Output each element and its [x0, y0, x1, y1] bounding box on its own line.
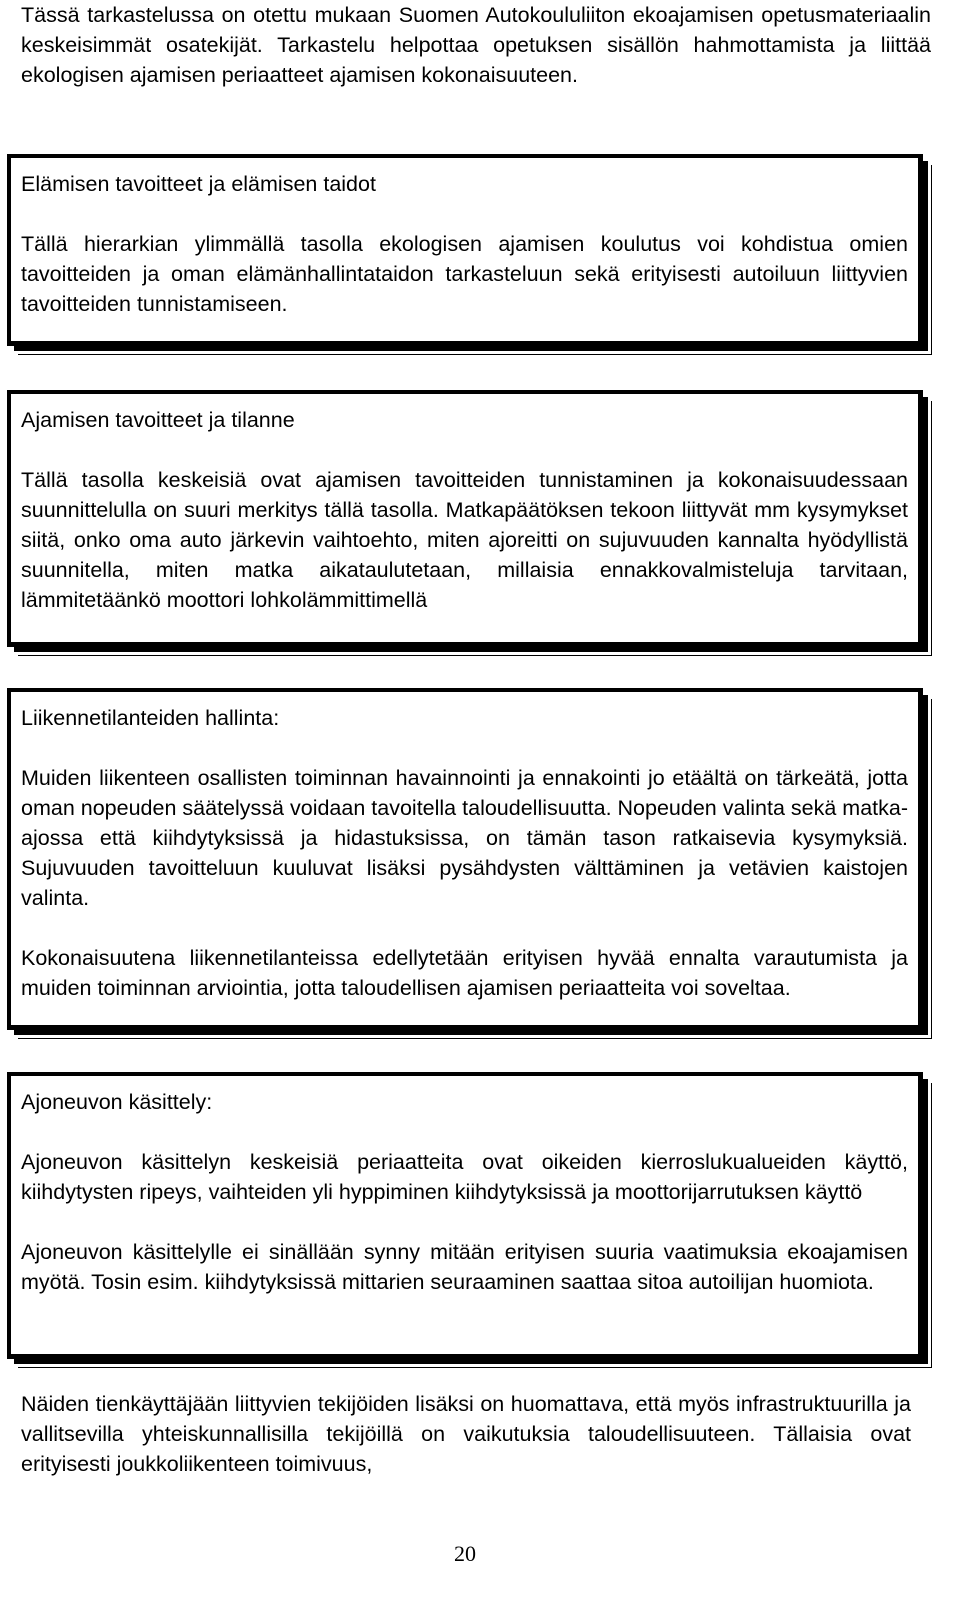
section-box-vehicle-handling: [8, 1073, 922, 1358]
section-box-life-goals: [8, 155, 922, 345]
section-paragraph: Kokonaisuutena liikennetilanteissa edellytetään erityisen hyvää ennalta varautumista ja muiden toiminnan arviointia, jotta taloudellisen ajamisen periaatteita voi soveltaa.: [21, 946, 908, 1000]
section-heading: Ajamisen tavoitteet ja tilanne: [21, 408, 295, 432]
section-box-driving-goals: [8, 391, 922, 646]
section-paragraph: Tällä hierarkian ylimmällä tasolla ekologisen ajamisen koulutus voi kohdistua omien tavoitteiden ja oman elämänhallintataidon tarkasteluun sekä erityisesti autoiluun liittyvien tavoitteiden tunnistamiseen.: [21, 232, 908, 316]
outro-paragraph: Näiden tienkäyttäjään liittyvien tekijöiden lisäksi on huomattava, että myös infrastruktuurilla ja vallitsevilla yhteiskunnallisilla tekijöillä on vaikutuksia taloudellisuuteen. Tällaisia ovat erityisesti joukkoliikenteen toimivuus,: [21, 1392, 911, 1476]
page-number: 20: [454, 1541, 476, 1566]
section-paragraph: Muiden liikenteen osallisten toiminnan havainnointi ja ennakointi jo etäältä on tärkeätä, jotta oman nopeuden säätelyssä voidaan tavoitella taloudellisuutta. Nopeuden valinta sekä matka-ajossa että kiihdytyksissä ja hidastuksissa, on tämän tason ratkaisevia kysymyksiä. Sujuvuuden tavoitteluun kuuluvat lisäksi pysähdysten välttäminen ja vetävien kaistojen valinta.: [21, 766, 908, 910]
section-heading: Ajoneuvon käsittely:: [21, 1090, 213, 1114]
section-box-traffic-situations: [8, 689, 922, 1029]
section-paragraph: Ajoneuvon käsittelyn keskeisiä periaatteita ovat oikeiden kierroslukualueiden käyttö, kiihdytysten ripeys, vaihteiden yli hyppiminen kiihdytyksissä ja moottorijarrutuksen käyttö: [21, 1150, 908, 1204]
section-paragraph: Ajoneuvon käsittelylle ei sinällään synny mitään erityisen suuria vaatimuksia ekoajamisen myötä. Tosin esim. kiihdytyksissä mittarien seuraaminen saattaa sitoa autoilijan huomiota.: [21, 1240, 908, 1294]
section-heading: Elämisen tavoitteet ja elämisen taidot: [21, 172, 376, 196]
intro-paragraph: Tässä tarkastelussa on otettu mukaan Suomen Autokoululiiton ekoajamisen opetusmateriaalin keskeisimmät osatekijät. Tarkastelu helpottaa opetuksen sisällön hahmottamista ja liittää ekologisen ajamisen periaatteet ajamisen kokonaisuuteen.: [21, 3, 931, 87]
section-heading: Liikennetilanteiden hallinta:: [21, 706, 280, 730]
section-paragraph: Tällä tasolla keskeisiä ovat ajamisen tavoitteiden tunnistaminen ja kokonaisuudessaan suunnittelulla on suuri merkitys tällä tasolla. Matkapäätöksen tekoon liittyvät mm kysymykset siitä, onko oma auto järkevin vaihtoehto, miten ajoreitti on sujuvuuden kannalta hyödyllistä suunnitella, miten matka aikataulutetaan, millaisia ennakkovalmisteluja tarvitaan, lämmitetäänkö moottori lohkolämmittimellä: [21, 468, 908, 612]
